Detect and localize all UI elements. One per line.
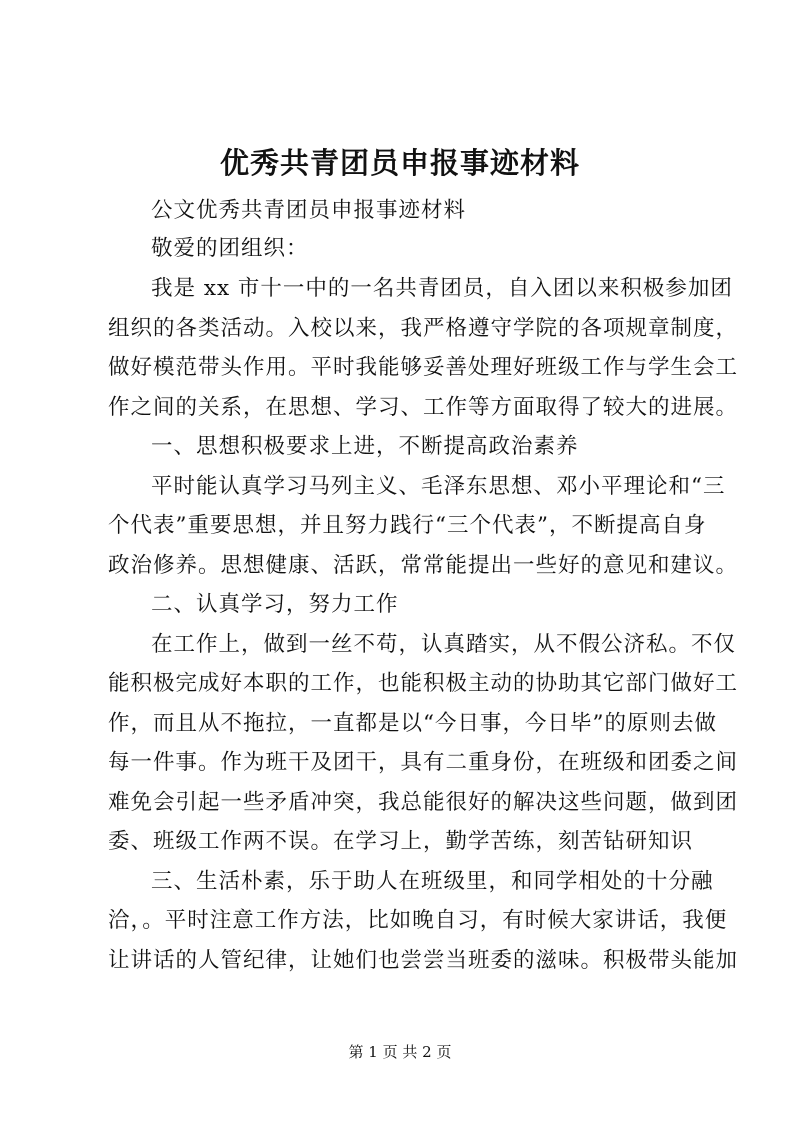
section-heading-2: 二、认真学习，努力工作 xyxy=(151,592,399,617)
section-heading-3: 三、生活朴素，乐于助人在班级里，和同学相处的十分融 xyxy=(151,869,714,894)
paragraph-line: 委、班级工作两不误。在学习上，勤学苦练，刻苦钻研知识 xyxy=(108,829,694,854)
paragraph-line: 能积极完成好本职的工作，也能积极主动的协助其它部门做好工 xyxy=(108,671,739,696)
paragraph-line: 在工作上，做到一丝不苟，认真踏实，从不假公济私。不仅 xyxy=(151,632,737,657)
paragraph-line: 政治修养。思想健康、活跃，常常能提出一些好的意见和建议。 xyxy=(108,553,739,578)
paragraph-line: 让讲话的人管纪律，让她们也尝尝当班委的滋味。积极带头能加 xyxy=(108,948,739,973)
paragraph-line: 作之间的关系，在思想、学习、工作等方面取得了较大的进展。 xyxy=(108,395,739,420)
paragraph-line: 个代表”重要思想，并且努力践行“三个代表”，不断提高自身 xyxy=(108,513,707,538)
paragraph-line: 作，而且从不拖拉，一直都是以“今日事，今日毕”的原则去做 xyxy=(108,711,717,736)
paragraph-line: 做好模范带头作用。平时我能够妥善处理好班级工作与学生会工 xyxy=(108,355,739,380)
paragraph-line: 难免会引起一些矛盾冲突，我总能很好的解决这些问题，做到团 xyxy=(108,790,739,815)
subtitle-line: 公文优秀共青团员申报事迹材料 xyxy=(151,198,467,223)
paragraph-line: 洽，。平时注意工作方法，比如晚自习，有时候大家讲话，我便 xyxy=(108,908,728,933)
paragraph-line: 每一件事。作为班干及团干，具有二重身份，在班级和团委之间 xyxy=(108,750,739,775)
page-footer: 第 1 页 共 2 页 xyxy=(348,1043,452,1061)
section-heading-1: 一、思想积极要求上进，不断提高政治素养 xyxy=(151,434,579,459)
paragraph-line: 组织的各类活动。入校以来，我严格遵守学院的各项规章制度， xyxy=(108,316,739,341)
document-title: 优秀共青团员申报事迹材料 xyxy=(219,146,580,180)
paragraph-line: 我是 xx 市十一中的一名共青团员，自入团以来积极参加团 xyxy=(151,276,733,301)
paragraph-line: 平时能认真学习马列主义、毛泽东思想、邓小平理论和“三 xyxy=(151,474,726,499)
salutation-line: 敬爱的团组织： xyxy=(151,236,309,261)
